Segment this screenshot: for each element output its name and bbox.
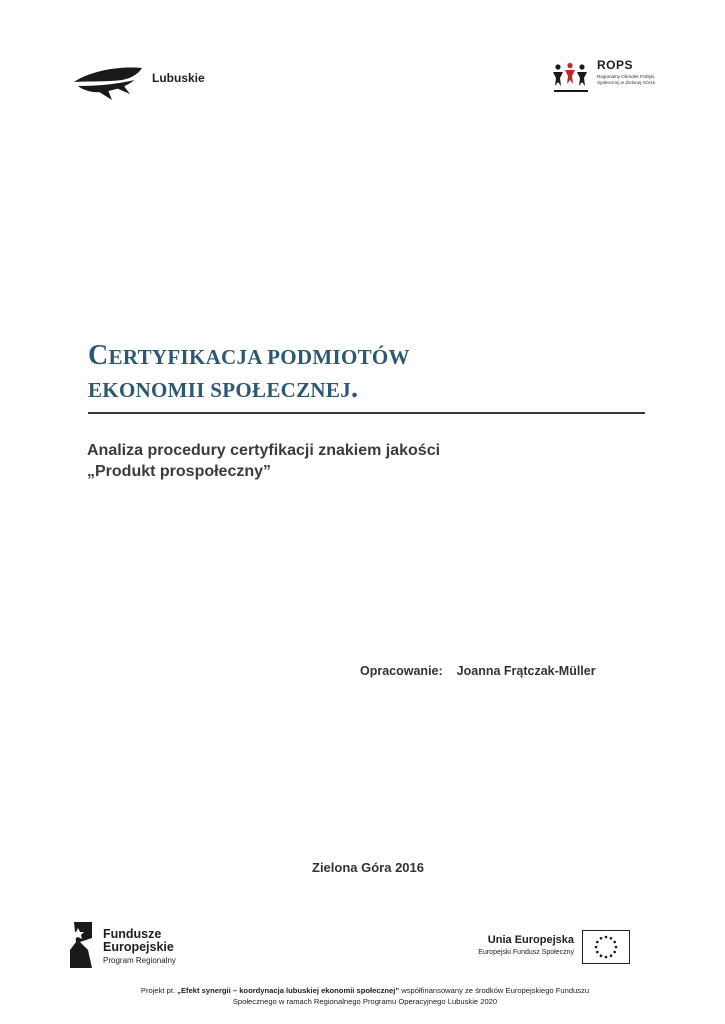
- fe-emblem-icon: [66, 920, 96, 970]
- rops-logo-title: ROPS: [597, 58, 634, 72]
- document-title: [88, 340, 648, 406]
- eu-flag-icon: [582, 930, 630, 964]
- footer-project-note: [95, 985, 635, 1007]
- lubuskie-emblem-icon: [72, 64, 144, 104]
- footer-note-prefix: Projekt pt.: [140, 986, 178, 995]
- lubuskie-logo: [72, 64, 222, 104]
- fe-logo-line-1: Fundusze: [103, 927, 162, 941]
- title-initial: C: [88, 340, 109, 371]
- title-line-1-text: ERTYFIKACJA PODMIOTÓW: [108, 345, 410, 369]
- footer-note-project: „Efekt synergii – koordynacja lubuskiej ekonomii społecznej”: [177, 986, 400, 995]
- title-line-2-text: EKONOMII SPOŁECZNEJ: [88, 378, 351, 402]
- fe-logo-program: Program Regionalny: [103, 956, 176, 965]
- fe-logo-line-2: Europejskie: [103, 940, 174, 954]
- subtitle-line-2: „Produkt prospołeczny”: [87, 463, 272, 480]
- lubuskie-logo-text: Lubuskie: [152, 71, 205, 85]
- footer-note-suffix: współfinansowany ze środków Europejskiego Funduszu: [399, 986, 590, 995]
- author-line: [360, 664, 596, 678]
- fundusze-europejskie-logo: [66, 920, 206, 972]
- document-subtitle: [87, 440, 647, 482]
- title-end-mark: .: [351, 373, 359, 404]
- fe-logo-name: [103, 928, 174, 954]
- title-line-2: [88, 373, 648, 406]
- eu-logo: [470, 930, 630, 964]
- title-line-1: [88, 340, 648, 373]
- subtitle-line-1: Analiza procedury certyfikacji znakiem jakości: [87, 442, 441, 459]
- place-year: Zielona Góra 2016: [312, 860, 424, 875]
- people-figures-icon: [552, 62, 594, 96]
- author-label: Opracowanie:: [360, 664, 443, 678]
- footer-note-line-1: [95, 985, 635, 996]
- rops-logo: [552, 58, 662, 98]
- title-divider: [88, 412, 645, 414]
- footer-note-line-2: Społecznego w ramach Regionalnego Programu Operacyjnego Lubuskie 2020: [232, 997, 498, 1006]
- author-name: Joanna Frątczak-Müller: [456, 664, 596, 678]
- rops-logo-subtitle: Regionalny Ośrodek Polityki Społecznej w Zielonej Górze: [597, 74, 656, 85]
- eu-logo-title: Unia Europejska: [487, 934, 574, 946]
- eu-logo-subtitle: Europejski Fundusz Społeczny: [478, 949, 574, 956]
